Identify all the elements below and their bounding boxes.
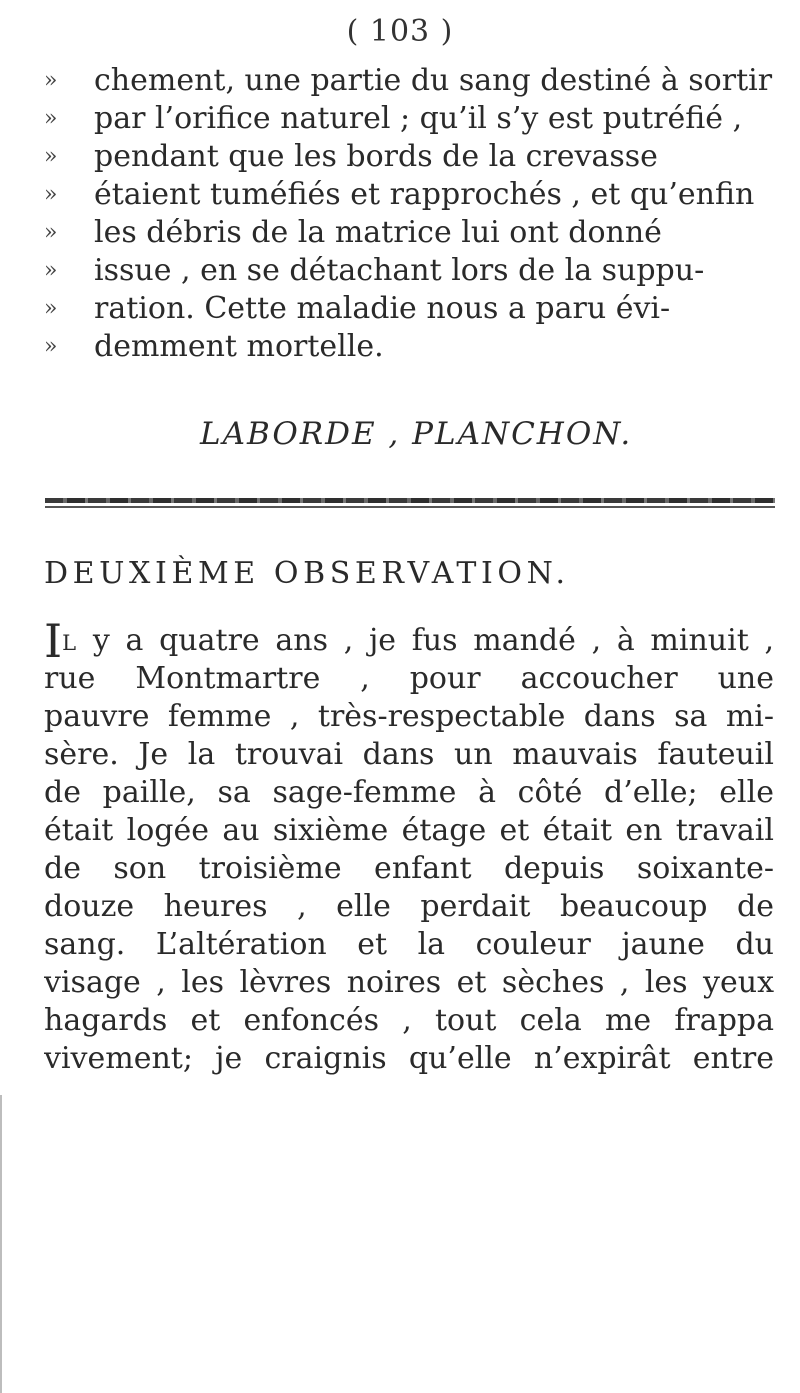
- quote-line-text: pendant que les bords de la crevasse: [94, 139, 658, 174]
- divider-thin-rule: [45, 506, 775, 508]
- quote-mark-icon: »: [44, 68, 58, 93]
- signature-line: LABORDE , PLANCHON.: [200, 416, 633, 452]
- body-line: rue Montmartre , pour accoucher une: [44, 661, 774, 696]
- quote-line-text: ration. Cette maladie nous a paru évi-: [94, 291, 671, 326]
- body-line: pauvre femme , très-respectable dans sa mi-: [44, 699, 774, 734]
- quoted-report-continuation: [44, 62, 784, 366]
- quote-line-text: issue , en se détachant lors de la suppu-: [94, 253, 705, 288]
- first-word-smallcap: L: [62, 631, 78, 655]
- quote-mark-icon: »: [44, 106, 58, 131]
- page-number: ( 103 ): [346, 14, 454, 49]
- quote-line: [44, 176, 784, 214]
- section-title: DEUXIÈME OBSERVATION.: [44, 556, 570, 591]
- observation-body: [44, 622, 774, 1078]
- quote-line: [44, 62, 784, 100]
- quote-line-text: les débris de la matrice lui ont donné: [94, 215, 662, 250]
- quote-line: [44, 100, 784, 138]
- page-edge-shadow: [0, 1095, 2, 1393]
- quote-line: [44, 214, 784, 252]
- quote-line: [44, 252, 784, 290]
- quote-line-text: par l’orifice naturel ; qu’il s’y est putréfié ,: [94, 101, 743, 136]
- quote-line: [44, 138, 784, 176]
- quote-mark-icon: »: [44, 182, 58, 207]
- quote-mark-icon: »: [44, 220, 58, 245]
- body-line: sère. Je la trouvai dans un mauvais fauteuil: [44, 737, 774, 772]
- body-line: hagards et enfoncés , tout cela me frappa: [44, 1003, 774, 1038]
- body-line: douze heures , elle perdait beaucoup de: [44, 889, 774, 924]
- body-line: de son troisième enfant depuis soixante-: [44, 851, 774, 886]
- body-line: vivement; je craignis qu’elle n’expirât entre: [44, 1041, 774, 1076]
- quote-mark-icon: »: [44, 258, 58, 283]
- body-line: visage , les lèvres noires et sèches , les yeux: [44, 965, 774, 1000]
- quote-line-text: étaient tuméfiés et rapprochés , et qu’enfin: [94, 177, 755, 212]
- body-line-first: [44, 622, 774, 660]
- quote-line-text: chement, une partie du sang destiné à sortir: [94, 63, 773, 98]
- quote-mark-icon: »: [44, 296, 58, 321]
- quote-mark-icon: »: [44, 334, 58, 359]
- quote-line: [44, 328, 784, 366]
- divider-thick-rule: [45, 498, 775, 503]
- quote-line-text: demment mortelle.: [94, 329, 384, 364]
- body-line: était logée au sixième étage et était en travail: [44, 813, 774, 848]
- quote-line: [44, 290, 784, 328]
- drop-cap: I: [44, 622, 63, 660]
- body-line: sang. L’altération et la couleur jaune du: [44, 927, 774, 962]
- body-line: de paille, sa sage-femme à côté d’elle; elle: [44, 775, 774, 810]
- quote-mark-icon: »: [44, 144, 58, 169]
- first-line-text: y a quatre ans , je fus mandé , à minuit ,: [77, 623, 774, 658]
